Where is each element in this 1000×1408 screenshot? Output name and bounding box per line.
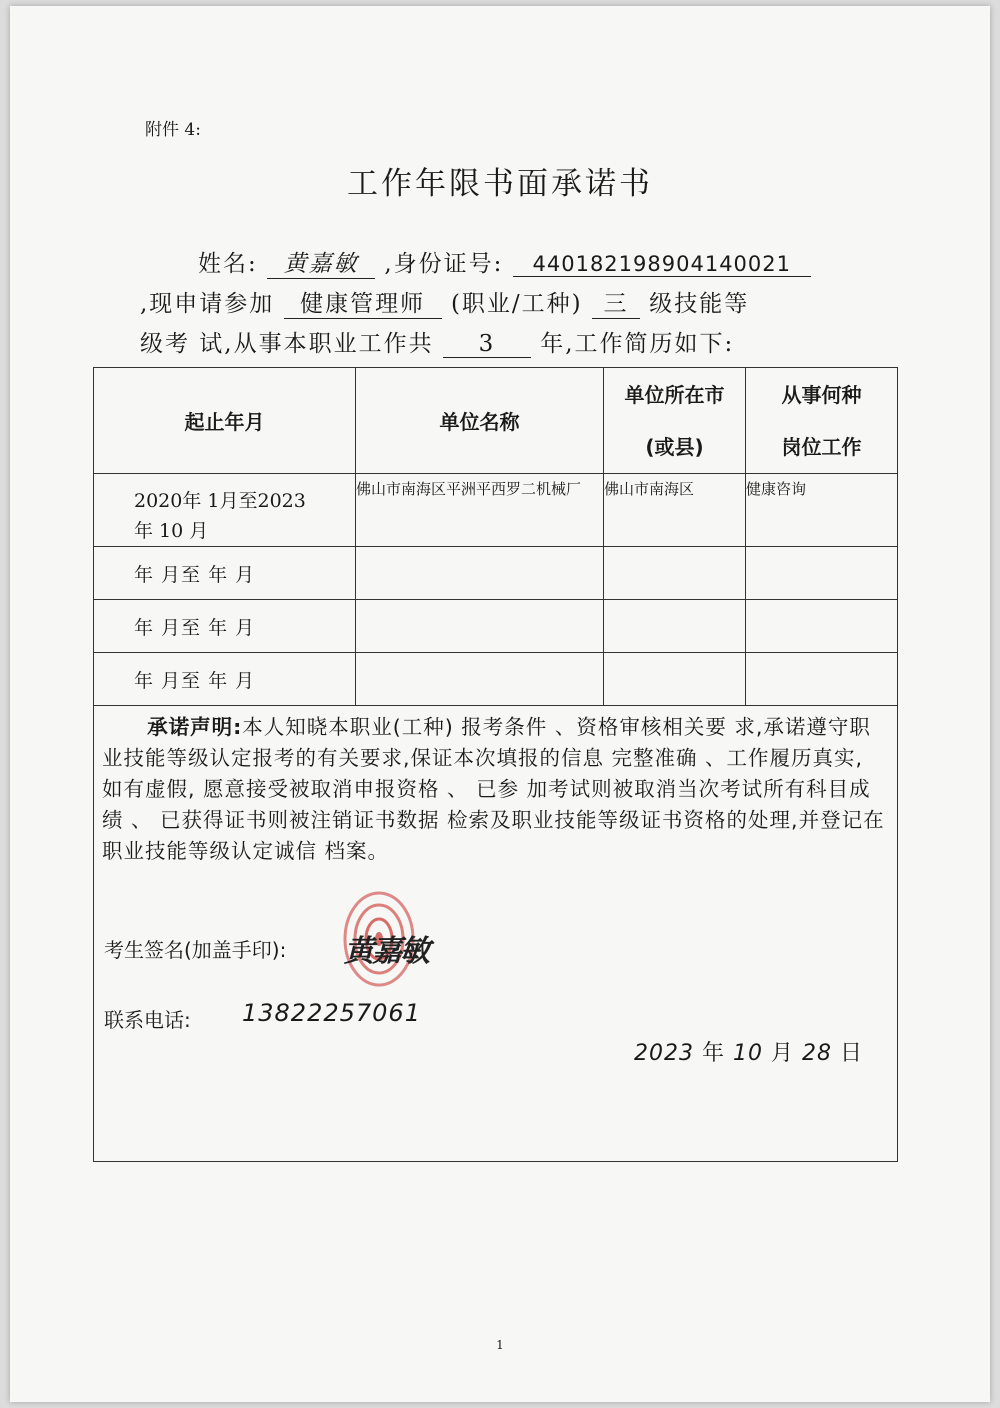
years-suffix: 年,工作简历如下: [540,331,735,357]
declaration-heading: 承诺声明: [147,715,243,739]
row1-unit[interactable]: 佛山市南海区平洲平西罗二机械厂 [356,474,604,547]
table-row [94,653,898,706]
row1-period-line2: 年 10 月 [134,520,209,542]
row4-unit[interactable] [356,653,604,706]
header-post-line1: 从事何种 [781,382,862,407]
declaration-row [94,706,898,1162]
header-city [604,368,746,474]
declaration-text [102,712,889,867]
level-suffix: 级技能等 [649,291,750,317]
level-value: 三 [592,285,640,319]
declaration-body: 本人知晓本职业(工种) 报考条件 、资格审核相关要 求,承诺遵守职业技能等级认定报考的有关要求,保证本次填报的信息 完整准确 、工作履历真实, 如有虚假, 愿意接受被取消申报资格 、 已参 加考试则被取消当次考试所有科目成绩 、 已获得证书则被注销证书数据 检索及职业技能等级证书资格的处理,并登记在职业技能等级认定诚信 档案。 [102,715,885,863]
apply-label: ,现申请参加 [140,291,275,317]
years-value: 3 [443,331,531,358]
row3-unit[interactable] [356,600,604,653]
date-day-unit: 日 [840,1041,864,1066]
date-month[interactable]: 10 [733,1041,764,1066]
table-row [94,547,898,600]
row2-city[interactable] [604,547,746,600]
work-history-table [93,367,898,1162]
header-unit: 单位名称 [356,368,604,474]
intro-line-1 [198,245,811,279]
years-prefix: 级考 试,从事本职业工作共 [140,331,434,357]
date-year-unit: 年 [702,1041,726,1066]
row3-post[interactable] [746,600,898,653]
signature-label: 考生签名(加盖手印): [104,938,287,962]
signing-date [634,1036,863,1067]
row1-period-line1: 2020年 1月至2023 [134,490,306,512]
row1-period[interactable] [94,474,356,547]
date-month-unit: 月 [771,1041,795,1066]
date-year[interactable]: 2023 [634,1041,694,1066]
header-post-line2: 岗位工作 [781,434,862,459]
name-value: 黄嘉敏 [267,245,375,279]
row2-period[interactable]: 年 月至 年 月 [94,547,356,600]
row4-period[interactable]: 年 月至 年 月 [94,653,356,706]
occupation-value: 健康管理师 [284,285,442,319]
header-city-line2: (或县) [645,434,704,459]
header-period: 起止年月 [94,368,356,474]
row3-city[interactable] [604,600,746,653]
occupation-suffix: (职业/工种) [450,291,583,317]
phone-value[interactable]: 13822257061 [242,999,421,1027]
date-day[interactable]: 28 [802,1041,833,1066]
row3-period[interactable]: 年 月至 年 月 [94,600,356,653]
page-number: 1 [496,1338,504,1352]
signature-value[interactable]: 黄嘉敏 [344,934,428,969]
intro-line-3 [140,325,734,358]
table-header-row [94,368,898,474]
intro-line-2 [140,285,749,319]
declaration-cell [94,706,898,1162]
row1-city[interactable]: 佛山市南海区 [604,474,746,547]
row4-city[interactable] [604,653,746,706]
attachment-label: 附件 4: [145,120,201,140]
id-label: ,身份证号: [384,251,504,277]
header-city-line1: 单位所在市 [624,382,725,407]
row2-unit[interactable] [356,547,604,600]
id-value: 440182198904140021 [513,252,811,277]
table-row [94,474,898,547]
table-row [94,600,898,653]
row4-post[interactable] [746,653,898,706]
page-title: 工作年限书面承诺书 [347,166,653,202]
row1-post[interactable]: 健康咨询 [746,474,898,547]
phone-label: 联系电话: [104,1008,191,1032]
name-label: 姓名: [198,251,258,277]
header-post [746,368,898,474]
row2-post[interactable] [746,547,898,600]
